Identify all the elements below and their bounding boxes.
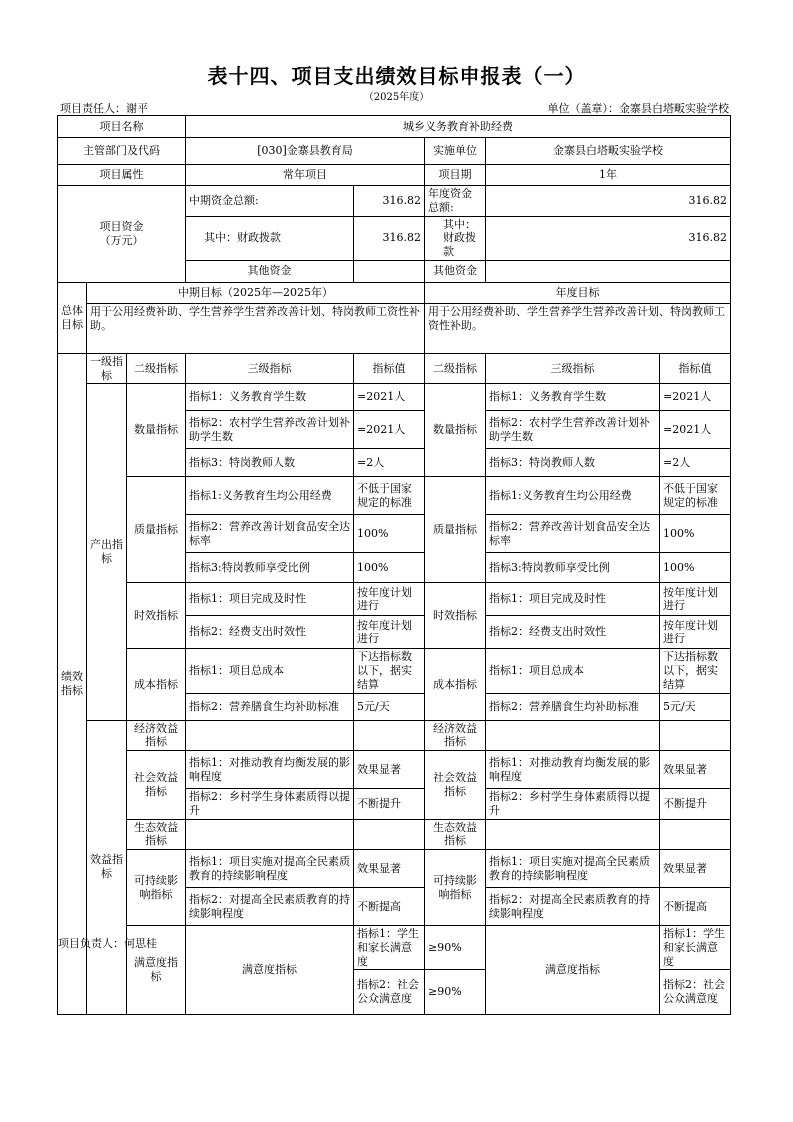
indicator-left (186, 720, 354, 751)
indicator-right: 指标1：项目完成及时性 (486, 583, 660, 616)
indicator-left: 指标2：营养改善计划食品安全达标率 (186, 515, 354, 553)
value-right: 100% (660, 515, 731, 553)
value-left: 效果显著 (354, 751, 425, 789)
indicator-right: 指标1:义务教育生均公用经费 (486, 477, 660, 515)
project-period-label: 项目期 (425, 165, 486, 186)
indicator-left: 指标1：项目完成及时性 (186, 583, 354, 616)
value-right: 不低于国家规定的标准 (660, 477, 731, 515)
indicator-left: 指标1：对推动教育均衡发展的影响程度 (186, 751, 354, 789)
timeliness-group-left: 时效指标 (127, 583, 186, 649)
value-right: =2021人 (660, 384, 731, 411)
value-left: 按年度计划进行 (354, 616, 425, 649)
indicator-left: 指标1:义务教育生均公用经费 (186, 477, 354, 515)
indicator-right: 指标3:特岗教师享受比例 (486, 553, 660, 583)
quantity-group-right: 数量指标 (425, 384, 486, 477)
value-left: ≥90% (425, 926, 486, 970)
year-goal-header: 年度目标 (425, 282, 731, 303)
page-title: 表十四、项目支出绩效目标申报表（一） (207, 64, 586, 88)
indicator-right (486, 720, 660, 751)
cost-group-right: 成本指标 (425, 649, 486, 720)
ecological-group-left: 生态效益指标 (127, 819, 186, 850)
economic-group-right: 经济效益指标 (425, 720, 486, 751)
project-attr-label: 项目属性 (58, 165, 186, 186)
page-subtitle: （2025年度） (363, 92, 430, 103)
value-right (660, 819, 731, 850)
indicator-left: 指标3：特岗教师人数 (186, 449, 354, 477)
performance-target-table (57, 115, 731, 1015)
year-goal-text: 用于公用经费补助、学生营养学生营养改善计划、特岗教师工资性补助。 (425, 303, 731, 353)
indicator-right: 指标2：社会公众满意度 (660, 970, 731, 1014)
indicator-left: 指标1：学生和家长满意度 (354, 926, 425, 970)
value-left: 100% (354, 553, 425, 583)
social-group-left: 社会效益指标 (127, 751, 186, 820)
impl-unit-value: 金寨县白塔畈实验学校 (486, 138, 731, 165)
value-right: 下达指标数以下，据实结算 (660, 649, 731, 693)
value-right: 100% (660, 553, 731, 583)
social-group-right: 社会效益指标 (425, 751, 486, 820)
indicator-right: 指标1：项目实施对提高全民素质教育的持续影响程度 (486, 850, 660, 888)
indicator-left (186, 819, 354, 850)
cost-group-left: 成本指标 (127, 649, 186, 720)
value-right: =2021人 (660, 411, 731, 449)
project-period-value: 1年 (486, 165, 731, 186)
project-leader: 项目负责人：何思桂 (58, 937, 157, 950)
mid-fiscal-label: 其中：财政拨款 (186, 216, 354, 260)
l2-header-right: 二级指标 (425, 353, 486, 384)
indicator-left: 指标2：农村学生营养改善计划补助学生数 (186, 411, 354, 449)
value-right: 按年度计划进行 (660, 583, 731, 616)
benefit-indicator-group: 效益指标 (87, 720, 127, 1014)
fund-label: 项目资金 （万元） (58, 186, 186, 283)
indicator-right: 指标2：乡村学生身体素质得以提升 (486, 789, 660, 820)
satisfaction-group-left: 满意度指标 (186, 926, 354, 1015)
quantity-group-left: 数量指标 (127, 384, 186, 477)
value-left: =2021人 (354, 411, 425, 449)
year-fiscal-label: 其中：财政拨款 (425, 216, 486, 260)
indicator-right: 指标1：对推动教育均衡发展的影响程度 (486, 751, 660, 789)
val-header-right: 指标值 (660, 353, 731, 384)
satisfaction-indicator-group: 满意度指标 (127, 926, 186, 1015)
indicator-left: 指标2：乡村学生身体素质得以提升 (186, 789, 354, 820)
mid-fiscal-value: 316.82 (354, 216, 425, 260)
indicator-left: 指标3:特岗教师享受比例 (186, 553, 354, 583)
indicator-left: 指标2：对提高全民素质教育的持续影响程度 (186, 888, 354, 926)
value-left: 效果显著 (354, 850, 425, 888)
indicator-right: 指标2：对提高全民素质教育的持续影响程度 (486, 888, 660, 926)
l3-header-left: 三级指标 (186, 353, 354, 384)
indicator-right: 指标2：农村学生营养改善计划补助学生数 (486, 411, 660, 449)
value-left (354, 720, 425, 751)
timeliness-group-right: 时效指标 (425, 583, 486, 649)
value-left: 不断提高 (354, 888, 425, 926)
indicator-right: 指标1：义务教育学生数 (486, 384, 660, 411)
value-right: 效果显著 (660, 751, 731, 789)
indicator-right: 指标1：学生和家长满意度 (660, 926, 731, 970)
indicator-left: 指标2：经费支出时效性 (186, 616, 354, 649)
indicator-right: 指标2：营养膳食生均补助标准 (486, 693, 660, 720)
value-left: =2021人 (354, 384, 425, 411)
ecological-group-right: 生态效益指标 (425, 819, 486, 850)
value-left: 下达指标数以下，据实结算 (354, 649, 425, 693)
value-left: ≥90% (425, 970, 486, 1014)
project-name-value: 城乡义务教育补助经费 (186, 116, 731, 138)
mid-other-label: 其他资金 (186, 260, 354, 282)
indicator-left: 指标1：项目总成本 (186, 649, 354, 693)
indicator-right (486, 819, 660, 850)
impl-unit-label: 实施单位 (425, 138, 486, 165)
mid-goal-header: 中期目标（2025年—2025年） (87, 282, 425, 303)
value-left: 按年度计划进行 (354, 583, 425, 616)
value-right: 5元/天 (660, 693, 731, 720)
project-attr-value: 常年项目 (186, 165, 425, 186)
indicator-left: 指标2：社会公众满意度 (354, 970, 425, 1014)
mid-total-label: 中期资金总额: (186, 186, 354, 217)
val-header-left: 指标值 (354, 353, 425, 384)
sustain-group-left: 可持续影响指标 (127, 850, 186, 926)
value-right: 不断提高 (660, 888, 731, 926)
sustain-group-right: 可持续影响指标 (425, 850, 486, 926)
year-other-label: 其他资金 (425, 260, 486, 282)
project-name-label: 项目名称 (58, 116, 186, 138)
unit-seal: 单位（盖章）：金寨县白塔畈实验学校 (547, 102, 729, 115)
dept-value: [030]金寨县教育局 (186, 138, 425, 165)
value-left: 不低于国家规定的标准 (354, 477, 425, 515)
value-right (660, 720, 731, 751)
indicator-left: 指标1：义务教育学生数 (186, 384, 354, 411)
mid-goal-text: 用于公用经费补助、学生营养学生营养改善计划、特岗教师工资性补助。 (87, 303, 425, 353)
indicator-right: 指标1：项目总成本 (486, 649, 660, 693)
year-fiscal-value: 316.82 (486, 216, 731, 260)
economic-group-left: 经济效益指标 (127, 720, 186, 751)
dept-label: 主管部门及代码 (58, 138, 186, 165)
year-total-label: 年度资金总额: (425, 186, 486, 217)
indicator-left: 指标2：营养膳食生均补助标准 (186, 693, 354, 720)
value-left: 100% (354, 515, 425, 553)
value-left: =2人 (354, 449, 425, 477)
value-right: 效果显著 (660, 850, 731, 888)
l3-header-right: 三级指标 (486, 353, 660, 384)
year-total-value: 316.82 (486, 186, 731, 217)
value-right: =2人 (660, 449, 731, 477)
value-left: 5元/天 (354, 693, 425, 720)
mid-other-value (354, 260, 425, 282)
value-right: 不断提升 (660, 789, 731, 820)
quality-group-right: 质量指标 (425, 477, 486, 583)
indicator-right: 指标2：营养改善计划食品安全达标率 (486, 515, 660, 553)
perf-indicator-label: 绩效指标 (58, 353, 87, 1014)
year-other-value (486, 260, 731, 282)
indicator-right: 指标3：特岗教师人数 (486, 449, 660, 477)
mid-total-value: 316.82 (354, 186, 425, 217)
l1-header: 一级指标 (87, 353, 127, 384)
l2-header-left: 二级指标 (127, 353, 186, 384)
overall-goal-label: 总体目标 (58, 282, 87, 353)
value-left: 不断提升 (354, 789, 425, 820)
satisfaction-group-right: 满意度指标 (486, 926, 660, 1015)
value-left (354, 819, 425, 850)
indicator-right: 指标2：经费支出时效性 (486, 616, 660, 649)
indicator-left: 指标1：项目实施对提高全民素质教育的持续影响程度 (186, 850, 354, 888)
quality-group-left: 质量指标 (127, 477, 186, 583)
value-right: 按年度计划进行 (660, 616, 731, 649)
output-indicator-group: 产出指标 (87, 384, 127, 720)
responsible-person: 项目责任人：谢平 (60, 102, 148, 115)
